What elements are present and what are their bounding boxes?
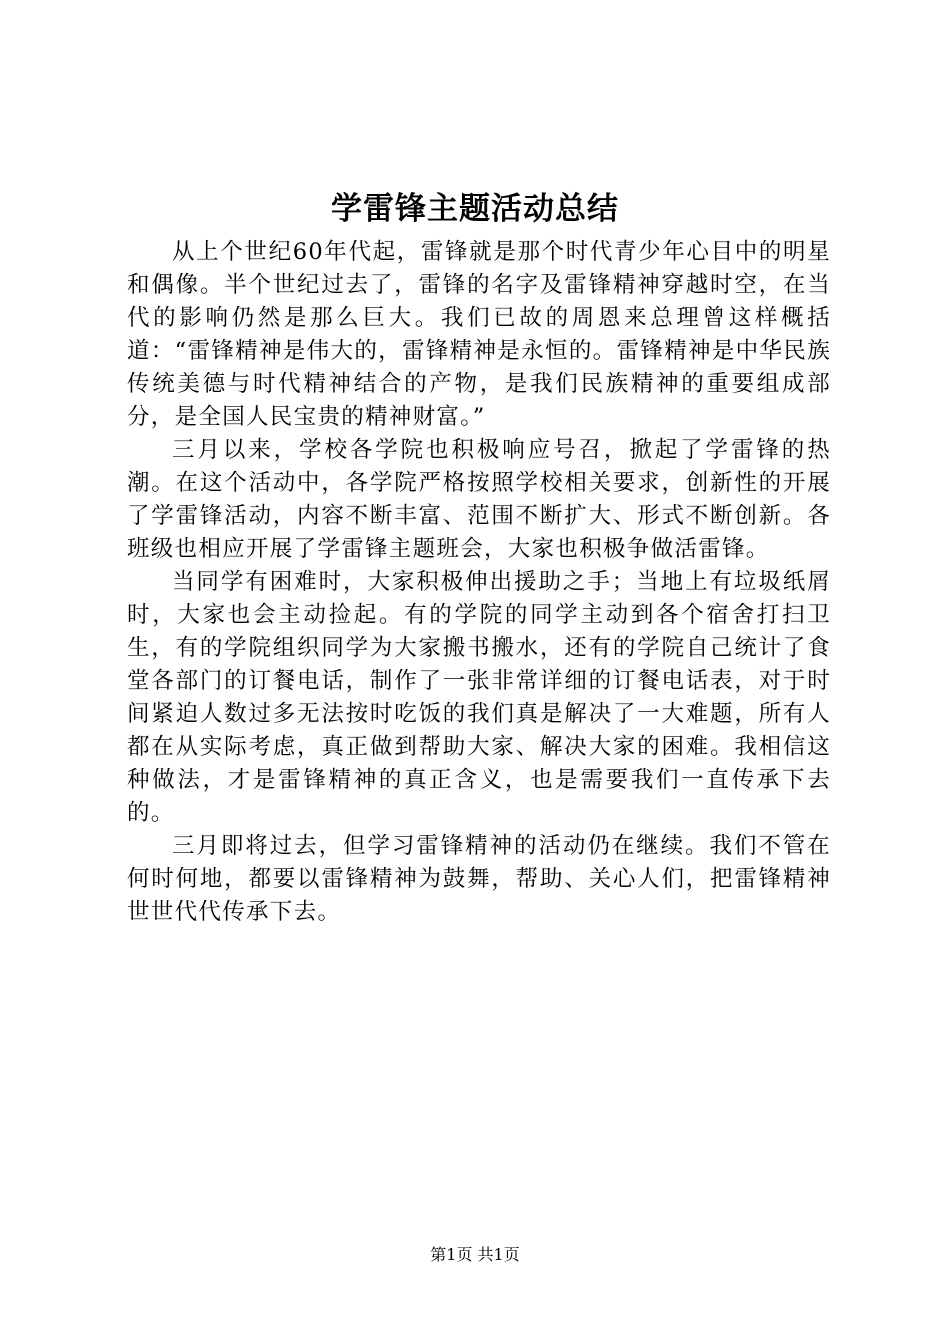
paragraph-3: 当同学有困难时，大家积极伸出援助之手；当地上有垃圾纸屑时，大家也会主动捡起。有的学院的同学主动到各个宿舍打扫卫生，有的学院组织同学为大家搬书搬水，还有的学院自己统计了食堂各部门的订餐电话，制作了一张非常详细的订餐电话表，对于时间紧迫人数过多无法按时吃饭的我们真是解决了一大难题，所有人都在从实际考虑，真正做到帮助大家、解决大家的困难。我相信这种做法，才是雷锋精神的真正含义，也是需要我们一直传承下去的。: [127, 569, 831, 826]
document-body: [127, 236, 831, 929]
page-footer: 第1页 共1页: [430, 1245, 520, 1264]
paragraph-2: 三月以来，学校各学院也积极响应号召，掀起了学雷锋的热潮。在这个活动中，各学院严格按照学校相关要求，创新性的开展了学雷锋活动，内容不断丰富、范围不断扩大、形式不断创新。各班级也相应开展了学雷锋主题班会，大家也积极争做活雷锋。: [127, 437, 831, 562]
paragraph-1: 从上个世纪60年代起，雷锋就是那个时代青少年心目中的明星和偶像。半个世纪过去了，雷锋的名字及雷锋精神穿越时空，在当代的影响仍然是那么巨大。我们已故的周恩来总理曾这样概括道：“雷锋精神是伟大的，雷锋精神是永恒的。雷锋精神是中华民族传统美德与时代精神结合的产物，是我们民族精神的重要组成部分，是全国人民宝贵的精神财富。”: [127, 239, 831, 430]
document-title: 学雷锋主题活动总结: [331, 191, 619, 227]
paragraph-4: 三月即将过去，但学习雷锋精神的活动仍在继续。我们不管在何时何地，都要以雷锋精神为鼓舞，帮助、关心人们，把雷锋精神世世代代传承下去。: [127, 833, 831, 925]
